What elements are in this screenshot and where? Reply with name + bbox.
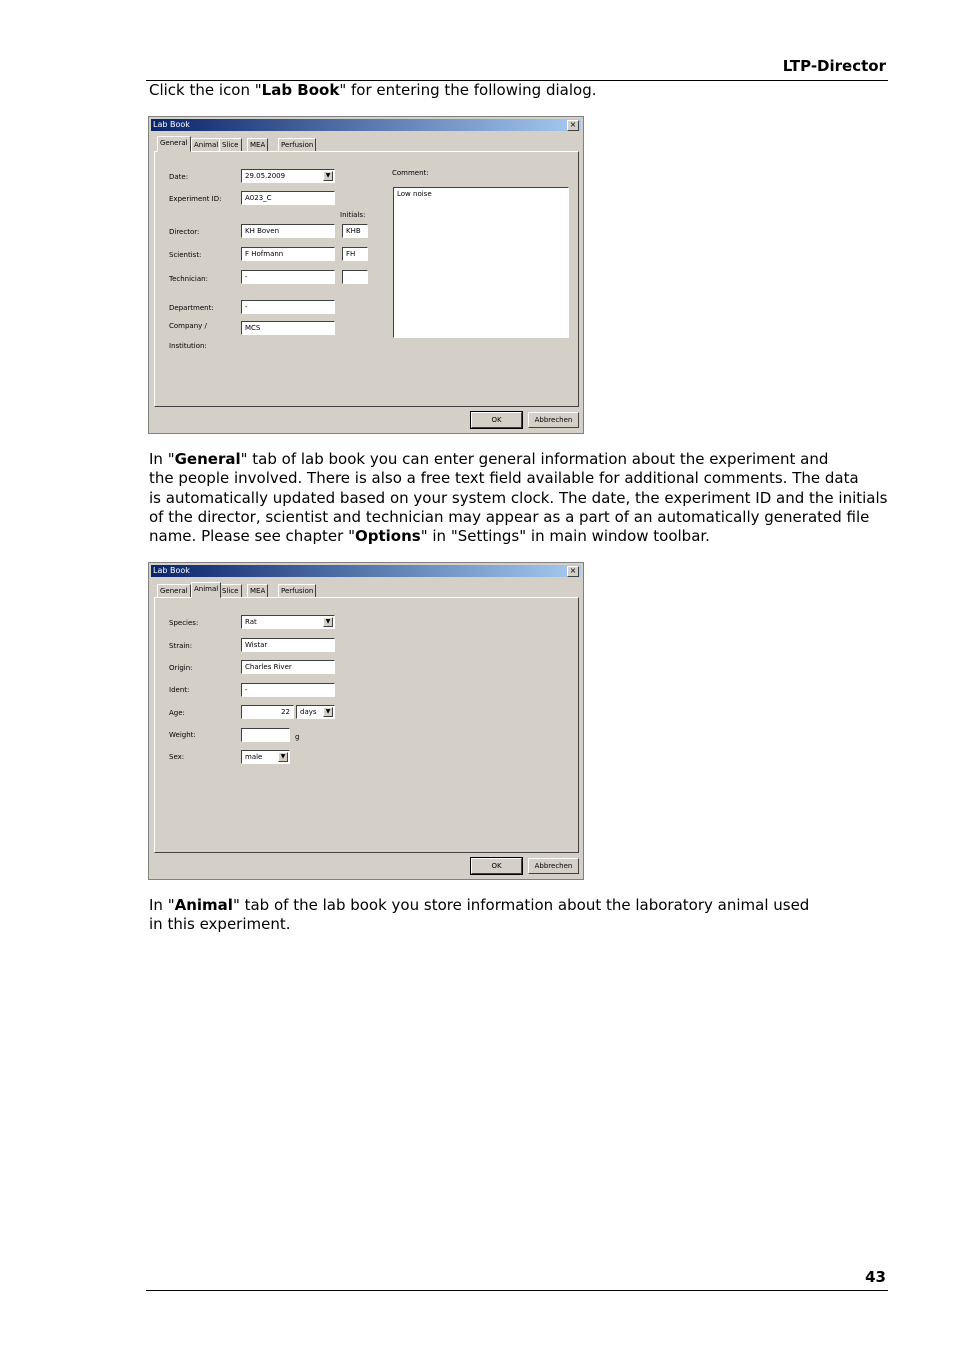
text: " tab of the lab book you store information about the laboratory animal used — [232, 896, 810, 914]
strain-label: Strain: — [169, 642, 193, 650]
intro-text-end: " for entering the following dialog. — [339, 81, 597, 99]
para-line: of the director, scientist and technician may appear as a part of an automatically generated file — [149, 507, 870, 526]
chevron-down-icon[interactable]: ▼ — [323, 617, 333, 627]
scientist-field[interactable]: F Hofmann — [241, 247, 335, 261]
technician-field[interactable]: - — [241, 270, 335, 284]
cancel-button[interactable]: Abbrechen — [528, 412, 579, 428]
text: " in "Settings" in main window toolbar. — [420, 527, 710, 546]
para-line — [149, 527, 889, 546]
ok-button[interactable]: OK — [471, 858, 522, 874]
tab-animal[interactable]: Animal — [191, 138, 221, 152]
species-value: Rat — [245, 618, 257, 626]
lab-book-dialog-animal — [148, 562, 584, 880]
company-label: Company / — [169, 322, 207, 330]
scientist-initials-field[interactable]: FH — [342, 247, 368, 261]
strain-field[interactable]: Wistar — [241, 638, 335, 652]
tab-perfusion[interactable]: Perfusion — [278, 138, 316, 152]
para-line: is automatically updated based on your system clock. The date, the experiment ID and the initials — [149, 488, 888, 507]
dialog-titlebar — [151, 565, 581, 577]
bold-term: Options — [354, 527, 421, 546]
chevron-down-icon[interactable]: ▼ — [323, 171, 333, 181]
ident-label: Ident: — [169, 686, 190, 694]
technician-label: Technician: — [169, 275, 208, 283]
technician-initials-field[interactable] — [342, 270, 368, 284]
species-combo[interactable] — [241, 615, 335, 629]
weight-field[interactable] — [241, 728, 290, 742]
date-label: Date: — [169, 173, 189, 181]
species-label: Species: — [169, 619, 199, 627]
text: name. Please see chapter " — [149, 527, 355, 546]
tab-animal[interactable]: Animal — [191, 582, 221, 598]
scientist-label: Scientist: — [169, 251, 202, 259]
intro-paragraph — [149, 81, 889, 100]
experiment-id-label: Experiment ID: — [169, 195, 222, 203]
ok-button[interactable]: OK — [471, 412, 522, 428]
experiment-id-field[interactable]: A023_C — [241, 191, 335, 205]
department-field[interactable]: - — [241, 300, 335, 314]
lab-book-dialog-general — [148, 116, 584, 434]
comment-textarea[interactable]: Low noise — [393, 187, 569, 338]
tab-perfusion[interactable]: Perfusion — [278, 584, 316, 598]
cancel-button[interactable]: Abbrechen — [528, 858, 579, 874]
comment-label: Comment: — [392, 169, 429, 177]
sex-value: male — [245, 753, 263, 761]
tab-general[interactable]: General — [157, 584, 191, 598]
tab-mea[interactable]: MEA — [247, 584, 268, 598]
sex-label: Sex: — [169, 753, 185, 761]
text: " tab of lab book you can enter general information about the experiment and — [240, 450, 829, 468]
age-unit-combo[interactable] — [296, 705, 335, 719]
initials-label: Initials: — [340, 211, 366, 219]
general-tab-paragraph — [149, 450, 889, 546]
dialog-titlebar — [151, 119, 581, 131]
para-line — [149, 896, 889, 915]
age-field[interactable]: 22 — [241, 705, 294, 719]
weight-label: Weight: — [169, 731, 196, 739]
para-line: in this experiment. — [149, 915, 291, 934]
age-label: Age: — [169, 709, 185, 717]
running-header: LTP-Director — [782, 57, 886, 75]
company-field[interactable]: MCS — [241, 321, 335, 335]
animal-tab-paragraph — [149, 896, 889, 935]
intro-bold: Lab Book — [261, 81, 340, 99]
origin-label: Origin: — [169, 664, 193, 672]
bold-term: Animal — [174, 896, 233, 914]
dialog-title: Lab Book — [153, 566, 190, 575]
text: In " — [149, 896, 175, 914]
weight-unit-label: g — [295, 733, 300, 741]
bold-term: General — [174, 450, 241, 468]
sex-combo[interactable] — [241, 750, 290, 764]
director-initials-field[interactable]: KHB — [342, 224, 368, 238]
para-line: the people involved. There is also a free text field available for additional comments. The data — [149, 469, 859, 488]
institution-label: Institution: — [169, 342, 207, 350]
date-value: 29.05.2009 — [245, 172, 286, 180]
page-number: 43 — [865, 1268, 886, 1286]
date-combo[interactable] — [241, 169, 335, 183]
age-unit-value: days — [300, 708, 317, 716]
department-label: Department: — [169, 304, 214, 312]
dialog-title: Lab Book — [153, 120, 190, 129]
tab-slice[interactable]: Slice — [219, 584, 242, 598]
intro-text: Click the icon " — [149, 81, 262, 99]
tab-mea[interactable]: MEA — [247, 138, 268, 152]
footer-rule — [146, 1290, 888, 1291]
tab-general[interactable]: General — [157, 136, 191, 152]
close-icon[interactable]: × — [567, 566, 579, 577]
tab-panel — [154, 597, 579, 853]
ident-field[interactable]: - — [241, 683, 335, 697]
director-field[interactable]: KH Boven — [241, 224, 335, 238]
tab-slice[interactable]: Slice — [219, 138, 242, 152]
origin-field[interactable]: Charles River — [241, 660, 335, 674]
director-label: Director: — [169, 228, 200, 236]
text: In " — [149, 450, 175, 468]
close-icon[interactable]: × — [567, 120, 579, 131]
chevron-down-icon[interactable]: ▼ — [323, 707, 333, 717]
chevron-down-icon[interactable]: ▼ — [278, 752, 288, 762]
para-line — [149, 450, 889, 469]
